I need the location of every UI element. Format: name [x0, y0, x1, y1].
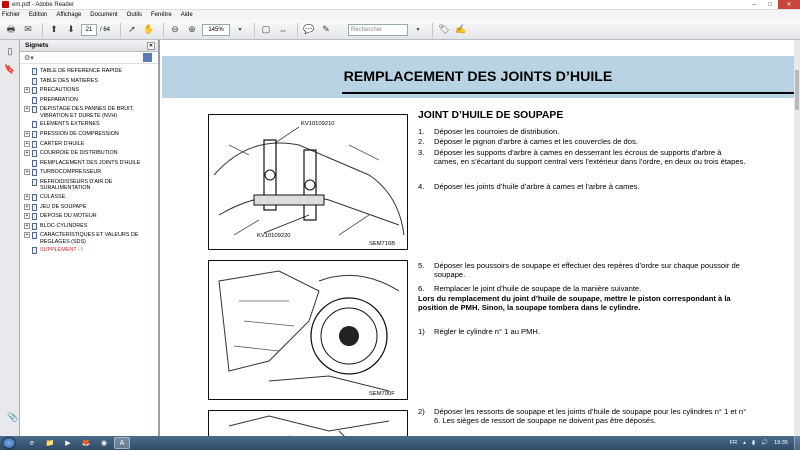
bookmark-label: REMPLACEMENT DES JOINTS D'HUILE: [40, 159, 141, 166]
bookmark-item[interactable]: [20, 87, 158, 94]
bookmark-item[interactable]: [20, 160, 158, 167]
expand-icon[interactable]: +: [25, 203, 29, 210]
substep-number: 2): [418, 407, 425, 416]
bookmark-item[interactable]: [20, 131, 158, 138]
figure-valve-spring: [208, 410, 408, 436]
page-total: / 64: [100, 26, 111, 33]
bookmark-item[interactable]: [20, 141, 158, 148]
bookmark-item[interactable]: [20, 169, 158, 176]
step-item: [418, 261, 748, 280]
bookmark-page-icon: [32, 213, 37, 220]
bookmark-page-icon: [32, 141, 37, 148]
vertical-scrollbar[interactable]: [794, 40, 800, 436]
title-underline: [342, 92, 794, 94]
step-number: 4.: [418, 182, 425, 191]
warning-note: Lors du remplacement du joint d’huile de soupape, mettre le piston correspondant à la position de PMH. Sinon, la soupape tombera dans le cylindre.: [418, 294, 731, 313]
bookmark-page-icon: [32, 160, 37, 167]
search-dropdown-icon[interactable]: ▾: [416, 27, 420, 33]
menu-document[interactable]: Document: [90, 12, 118, 18]
bookmark-page-icon: [32, 247, 37, 254]
attachments-icon[interactable]: 📎: [7, 411, 19, 422]
section-title: JOINT D’HUILE DE SOUPAPE: [418, 110, 564, 121]
step-number: 2.: [418, 137, 425, 146]
zoom-out-icon[interactable]: ⊖: [171, 24, 179, 34]
menu-fenetre[interactable]: Fenêtre: [151, 12, 172, 18]
expand-icon[interactable]: +: [25, 106, 29, 113]
show-desktop-button[interactable]: [794, 436, 800, 450]
step-number: 5.: [418, 261, 425, 270]
pulley-drawing: [209, 261, 408, 400]
clock[interactable]: 19:35: [774, 440, 788, 446]
zoom-in-icon[interactable]: ⊕: [188, 24, 196, 34]
title-bar: [0, 0, 800, 10]
bookmark-label: BLOC-CYLINDRES: [40, 222, 88, 229]
menu-bar: [0, 10, 800, 20]
step-text: Déposer les supports d’arbre à cames en desserrant les écrous de supports d’arbre à cames, en s’écartant du support central vers l’extérieur dans l’ordre, en deux ou trois étapes.: [434, 148, 746, 167]
menu-fichier[interactable]: Fichier: [2, 12, 21, 18]
pages-icon[interactable]: ▯: [7, 45, 13, 56]
bookmark-item[interactable]: [20, 150, 158, 157]
bookmark-label: SUPPLEMENT - I: [40, 247, 83, 254]
bookmark-label: COURROIE DE DISTRIBUTION: [40, 150, 118, 157]
bookmark-label: PRECAUTIONS: [40, 87, 79, 94]
fig-code-sem716b: SEM716B: [369, 241, 396, 247]
navigation-pane: [0, 40, 20, 436]
chrome-icon[interactable]: ◉: [100, 440, 108, 447]
ie-icon[interactable]: e: [30, 439, 34, 447]
menu-aide[interactable]: Aide: [180, 12, 193, 18]
options-icon[interactable]: ⚙▾: [24, 54, 34, 62]
bookmark-item[interactable]: [20, 223, 158, 230]
bookmark-label: PRESSION DE COMPRESSION: [40, 130, 119, 137]
bookmark-item[interactable]: [20, 68, 158, 75]
taskbar: [0, 436, 800, 450]
substep-number: 1): [418, 327, 425, 336]
step-text: Déposer les courroies de distribution.: [434, 127, 560, 136]
valve-drawing: [209, 411, 408, 436]
close-panel-icon[interactable]: ✕: [148, 42, 154, 49]
figure-engine-pulley: [208, 260, 408, 400]
bookmark-label: REFROIDISSEURS D'AIR DE SURALIMENTATION: [40, 178, 113, 192]
substep-1: [418, 327, 748, 336]
highlight-icon[interactable]: ✎: [322, 24, 330, 34]
bookmark-label: JEU DE SOUPAPE: [40, 203, 87, 210]
bookmark-item[interactable]: [20, 213, 158, 220]
bookmark-item[interactable]: [20, 97, 158, 104]
prev-page-icon[interactable]: ⬆: [50, 24, 58, 34]
bookmark-label: ELEMENTS EXTERNES: [40, 121, 100, 128]
bookmark-list: [20, 64, 158, 254]
page-banner: [162, 56, 794, 98]
toolbar: [0, 20, 800, 40]
bookmark-label: DEPISTAGE DES PANNES DE BRUIT, VIBRATION ET DURETE (NVH): [40, 106, 134, 119]
bookmark-item[interactable]: [20, 232, 158, 244]
fit-width-icon[interactable]: ⇔: [278, 24, 288, 35]
bookmark-label: TABLE DE REFERENCE RAPIDE: [40, 68, 122, 74]
fit-page-icon[interactable]: ▢: [261, 24, 271, 34]
pdf-page: [162, 40, 794, 436]
expand-icon[interactable]: +: [25, 213, 29, 220]
bookmark-item[interactable]: [20, 121, 158, 128]
scroll-thumb[interactable]: [795, 70, 799, 110]
fig-code-sem790f: SEM790F: [369, 391, 395, 397]
bookmark-label: PREPARATION: [40, 96, 78, 103]
menu-edition[interactable]: Edition: [29, 12, 48, 18]
tray-arrow-icon[interactable]: ▴: [743, 440, 746, 446]
substep-2: [418, 407, 748, 426]
window-title: em.pdf - Adobe Reader: [12, 1, 75, 8]
bookmark-page-icon: [32, 169, 37, 176]
bookmark-label: TURBOCOMPRESSEUR: [40, 169, 102, 176]
volume-icon[interactable]: 🔊: [761, 440, 768, 446]
start-button[interactable]: [2, 437, 16, 449]
expand-icon[interactable]: +: [25, 87, 29, 94]
step-number: 3.: [418, 148, 425, 157]
bookmark-page-icon: [32, 179, 37, 186]
step-number: 1.: [418, 127, 425, 136]
step-item: [418, 137, 748, 146]
print-icon[interactable]: 🖶: [6, 23, 16, 34]
explorer-icon[interactable]: 📁: [45, 440, 55, 447]
expand-icon[interactable]: +: [25, 140, 29, 147]
substep-text: Déposer les ressorts de soupape et les joints d’huile de soupape pour les cylindres n° 1 et n° 6. Les sièges de ressort de soupape ne doivent pas être déposés.: [434, 407, 747, 426]
step-item: [418, 284, 748, 293]
firefox-icon[interactable]: 🦊: [81, 440, 91, 447]
bookmark-page-icon: [32, 223, 37, 230]
bookmark-label: CULASSE: [40, 193, 66, 200]
expand-icon[interactable]: +: [25, 150, 29, 157]
bookmarks-title: Signets: [25, 42, 49, 49]
email-icon[interactable]: ✉: [24, 24, 32, 34]
select-tool-icon[interactable]: ➚: [128, 24, 136, 34]
page-number-input[interactable]: 21: [81, 24, 97, 36]
expand-icon[interactable]: +: [25, 169, 29, 176]
adobe-reader-taskbar-icon[interactable]: A: [114, 437, 130, 449]
maximize-button[interactable]: □: [768, 1, 772, 8]
bookmark-page-icon: [32, 150, 37, 157]
zoom-select[interactable]: 145%: [202, 24, 230, 36]
bookmark-item[interactable]: [20, 106, 158, 118]
tag-icon[interactable]: 🏷: [438, 24, 450, 34]
expand-icon[interactable]: +: [25, 232, 29, 239]
network-icon[interactable]: ▮: [751, 440, 756, 446]
expand-icon[interactable]: +: [25, 130, 29, 137]
expand-icon[interactable]: +: [25, 193, 29, 200]
minimize-button[interactable]: –: [752, 1, 756, 8]
step-text: Déposer les joints d’huile d’arbre à cames et l’arbre à cames.: [434, 182, 640, 191]
bookmark-item[interactable]: [20, 78, 158, 85]
search-input[interactable]: Rechercher: [348, 24, 408, 36]
bookmark-item[interactable]: [20, 247, 158, 254]
new-bookmark-icon[interactable]: [143, 53, 152, 62]
fig-label-kv10109220: KV10109220: [257, 233, 291, 239]
step-text: Déposer le pignon d’arbre à cames et les couvercles de dos.: [434, 137, 638, 146]
bookmark-item[interactable]: [20, 204, 158, 211]
substep-text: Régler le cylindre n° 1 au PMH.: [434, 327, 541, 336]
bookmark-page-icon: [32, 131, 37, 138]
bookmark-label: CARTER D'HUILE: [40, 140, 85, 147]
bookmark-page-icon: [32, 87, 37, 94]
language-indicator[interactable]: FR: [729, 440, 738, 446]
bookmark-label: TABLE DES MATIERES: [40, 77, 98, 84]
fig-label-kv10109210: KV10109210: [301, 121, 335, 127]
bookmarks-toolbar: [20, 52, 158, 64]
bookmark-item[interactable]: [20, 179, 158, 191]
bookmark-page-icon: [32, 78, 37, 85]
bookmark-item[interactable]: [20, 194, 158, 201]
media-player-icon[interactable]: ▶: [65, 440, 71, 447]
step-item: [418, 127, 748, 136]
bookmark-page-icon: [32, 232, 37, 239]
step-item: [418, 148, 748, 167]
step-text: Déposer les poussoirs de soupape et effectuer des repères d’ordre sur chaque poussoir de soupape.: [434, 261, 740, 280]
bookmarks-header: [20, 40, 158, 52]
zoom-dropdown-icon[interactable]: ▾: [238, 27, 242, 33]
bookmark-page-icon: [32, 97, 37, 104]
bookmark-page-icon: [32, 121, 37, 128]
bookmarks-icon[interactable]: 🔖: [4, 63, 16, 74]
step-item: [418, 182, 748, 191]
expand-icon[interactable]: +: [25, 222, 29, 229]
next-page-icon[interactable]: ⬇: [67, 24, 75, 34]
bookmark-label: CARACTERISTIQUES ET VALEURS DE REGLAGES (SDS): [40, 232, 139, 245]
bookmark-page-icon: [32, 68, 37, 75]
step-text: Remplacer le joint d’huile de soupape de la manière suivante.: [434, 284, 642, 293]
banner-title: REMPLACEMENT DES JOINTS D’HUILE: [343, 69, 613, 85]
bookmarks-panel: [20, 40, 160, 436]
menu-affichage[interactable]: Affichage: [56, 12, 82, 18]
camshaft-drawing: [209, 115, 408, 250]
close-button[interactable]: ✕: [778, 0, 800, 9]
menu-outils[interactable]: Outils: [126, 12, 142, 18]
bookmark-page-icon: [32, 204, 37, 211]
figure-camshaft: [208, 114, 408, 250]
system-tray: [730, 440, 794, 446]
bookmark-page-icon: [32, 106, 37, 113]
adobe-reader-icon: [2, 1, 9, 8]
bookmark-label: DEPOSE DU MOTEUR: [40, 213, 97, 220]
bookmark-page-icon: [32, 194, 37, 201]
document-area: [162, 40, 800, 436]
hand-tool-icon[interactable]: ✋: [143, 24, 155, 34]
sign-icon[interactable]: ✍: [455, 24, 467, 34]
step-number: 6.: [418, 284, 425, 293]
comment-icon[interactable]: 💬: [303, 24, 315, 34]
